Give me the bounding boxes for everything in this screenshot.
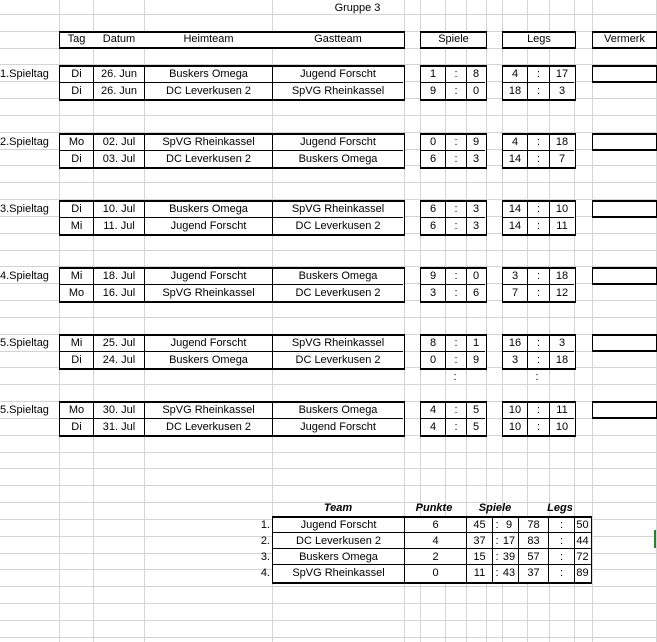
standings-legs-against[interactable]: 72 [576, 551, 589, 563]
match-home-team[interactable]: Jugend Forscht [170, 220, 247, 232]
spiele-home[interactable]: 9 [429, 270, 437, 282]
spiele-away[interactable]: 9 [472, 136, 480, 148]
standings-rank: 3. [260, 551, 270, 563]
legs-separator: : [536, 203, 541, 215]
standings-header-legs[interactable]: Legs [547, 502, 573, 514]
match-tag[interactable]: Mi [70, 220, 83, 232]
standings-punkte[interactable]: 2 [432, 551, 439, 563]
standings-legs-for[interactable]: 37 [527, 567, 540, 579]
legs-separator: : [536, 404, 541, 416]
round-label: 1.Spieltag [0, 68, 49, 80]
header-heimteam[interactable]: Heimteam [183, 33, 234, 45]
legs-home[interactable]: 14 [508, 220, 522, 232]
header-vermerk[interactable]: Vermerk [604, 33, 645, 45]
spiele-separator: : [454, 136, 458, 148]
round-label: 5.Spieltag [0, 337, 49, 349]
standings-spiele-for[interactable]: 11 [473, 567, 486, 579]
spiele-separator: : [454, 287, 458, 299]
standings-team[interactable]: SpVG Rheinkassel [292, 567, 385, 579]
match-away-team[interactable]: SpVG Rheinkassel [291, 337, 385, 349]
standings-separator: : [559, 535, 564, 547]
match-away-team[interactable]: Jugend Forscht [300, 421, 376, 433]
vermerk-cell[interactable] [592, 65, 657, 83]
legs-separator: : [536, 337, 541, 349]
legs-separator: : [536, 354, 541, 366]
match-datum[interactable]: 24. Jul [102, 354, 136, 366]
legs-away[interactable]: 3 [558, 337, 566, 349]
spiele-separator: : [454, 337, 458, 349]
match-away-team[interactable]: Buskers Omega [298, 404, 378, 416]
spiele-home[interactable]: 6 [429, 203, 437, 215]
match-home-team[interactable]: DC Leverkusen 2 [166, 85, 251, 97]
legs-home[interactable]: 4 [511, 136, 519, 148]
legs-home[interactable]: 4 [511, 68, 519, 80]
standings-separator: : [559, 551, 564, 563]
standings-spiele-against[interactable]: 17 [502, 535, 516, 547]
grid-row-line [0, 182, 657, 183]
spiele-separator: : [454, 68, 458, 80]
spiele-home[interactable]: 8 [429, 337, 437, 349]
match-away-team[interactable]: Buskers Omega [298, 270, 378, 282]
spiele-separator: : [454, 421, 458, 433]
match-tag[interactable]: Mo [68, 287, 85, 299]
standings-separator: : [495, 567, 499, 579]
legs-separator: : [536, 68, 541, 80]
match-home-team[interactable]: Buskers Omega [169, 203, 248, 215]
match-away-team[interactable]: DC Leverkusen 2 [295, 287, 381, 299]
standings-separator: : [495, 519, 499, 531]
spiele-home[interactable]: 0 [429, 354, 437, 366]
match-tag[interactable]: Mo [68, 136, 85, 148]
vermerk-cell[interactable] [592, 133, 657, 151]
match-home-team[interactable]: Jugend Forscht [170, 337, 247, 349]
round-label: 3.Spieltag [0, 203, 49, 215]
standings-spiele-for[interactable]: 37 [473, 535, 486, 547]
match-home-team[interactable]: SpVG Rheinkassel [162, 404, 255, 416]
legs-home[interactable]: 14 [508, 153, 522, 165]
spiele-separator: : [454, 85, 458, 97]
extra-separator: : [535, 371, 539, 383]
legs-home[interactable]: 10 [508, 421, 522, 433]
grid-row-line [0, 115, 657, 116]
vermerk-cell[interactable] [592, 334, 657, 352]
spiele-away[interactable]: 0 [472, 85, 480, 97]
spiele-home[interactable]: 3 [429, 287, 437, 299]
header-tag[interactable]: Tag [67, 33, 86, 45]
spiele-separator: : [454, 153, 458, 165]
match-home-team[interactable]: Jugend Forscht [170, 270, 247, 282]
spiele-away[interactable]: 3 [472, 203, 480, 215]
standings-separator: : [559, 519, 564, 531]
match-datum[interactable]: 11. Jul [103, 220, 135, 232]
legs-home[interactable]: 16 [508, 337, 522, 349]
match-tag[interactable]: Mo [68, 404, 85, 416]
match-away-team[interactable]: DC Leverkusen 2 [295, 354, 381, 366]
round-label: 4.Spieltag [0, 270, 49, 282]
standings-header-spiele[interactable]: Spiele [478, 502, 512, 514]
match-datum[interactable]: 31. Jul [102, 421, 136, 433]
legs-away[interactable]: 18 [555, 136, 569, 148]
match-datum[interactable]: 16. Jul [102, 287, 136, 299]
legs-separator: : [536, 287, 541, 299]
standings-legs-for[interactable]: 83 [527, 535, 540, 547]
match-tag[interactable]: Di [71, 85, 82, 97]
legs-home[interactable]: 14 [508, 203, 522, 215]
legs-away[interactable]: 12 [555, 287, 569, 299]
legs-away[interactable]: 7 [558, 153, 566, 165]
header-legs[interactable]: Legs [527, 33, 551, 45]
match-home-team[interactable]: DC Leverkusen 2 [166, 421, 251, 433]
spiele-home[interactable]: 6 [429, 220, 437, 232]
spiele-separator: : [454, 354, 458, 366]
selection-marker [654, 530, 656, 548]
spiele-away[interactable]: 3 [472, 220, 480, 232]
standings-punkte[interactable]: 6 [432, 519, 439, 531]
standings-team[interactable]: Buskers Omega [299, 551, 378, 563]
standings-legs-for[interactable]: 57 [527, 551, 540, 563]
match-tag[interactable]: Mi [70, 337, 83, 349]
match-away-team[interactable]: SpVG Rheinkassel [291, 203, 385, 215]
spiele-away[interactable]: 3 [472, 153, 480, 165]
match-tag[interactable]: Di [71, 354, 82, 366]
standings-legs-against[interactable]: 44 [576, 535, 589, 547]
legs-away[interactable]: 18 [555, 354, 569, 366]
match-tag[interactable]: Mi [70, 270, 83, 282]
spiele-separator: : [454, 404, 458, 416]
header-spiele[interactable]: Spiele [438, 33, 469, 45]
standings-separator: : [495, 535, 499, 547]
grid-row-line [0, 485, 657, 486]
spiele-away[interactable]: 6 [472, 287, 480, 299]
match-datum[interactable]: 26. Jun [100, 68, 138, 80]
spiele-home[interactable]: 6 [429, 153, 437, 165]
spiele-home[interactable]: 9 [429, 85, 437, 97]
legs-away[interactable]: 11 [556, 404, 568, 416]
spiele-home[interactable]: 4 [429, 404, 437, 416]
match-home-team[interactable]: Buskers Omega [169, 354, 248, 366]
standings-rank: 1. [260, 519, 270, 531]
legs-away[interactable]: 3 [558, 85, 566, 97]
grid-row-line [0, 637, 657, 638]
vermerk-cell[interactable] [592, 200, 657, 218]
standings-header-team[interactable]: Team [323, 502, 353, 514]
match-home-team[interactable]: SpVG Rheinkassel [162, 287, 255, 299]
match-tag[interactable]: Di [71, 153, 82, 165]
grid-column-line [592, 0, 593, 642]
standings-legs-for[interactable]: 78 [527, 519, 540, 531]
spiele-home[interactable]: 1 [429, 68, 437, 80]
legs-home[interactable]: 7 [511, 287, 519, 299]
grid-row-line [0, 468, 657, 469]
legs-away[interactable]: 17 [555, 68, 569, 80]
legs-home[interactable]: 10 [508, 404, 522, 416]
match-tag[interactable]: Di [71, 68, 82, 80]
legs-home[interactable]: 18 [508, 85, 522, 97]
legs-home[interactable]: 3 [511, 354, 519, 366]
grid-row-line [0, 384, 657, 385]
match-home-team[interactable]: SpVG Rheinkassel [162, 136, 255, 148]
grid-row-line [0, 452, 657, 453]
match-away-team[interactable]: Jugend Forscht [300, 136, 376, 148]
vermerk-cell[interactable] [592, 401, 657, 419]
grid-row-line [0, 620, 657, 621]
spiele-separator: : [454, 270, 458, 282]
spiele-home[interactable]: 0 [429, 136, 437, 148]
standings-spiele-against[interactable]: 39 [502, 551, 516, 563]
standings-separator: : [559, 567, 564, 579]
match-away-team[interactable]: Buskers Omega [298, 153, 378, 165]
match-tag[interactable]: Di [71, 421, 82, 433]
match-datum[interactable]: 30. Jul [102, 404, 136, 416]
vermerk-cell[interactable] [592, 267, 657, 285]
legs-away[interactable]: 10 [555, 421, 569, 433]
standings-legs-against[interactable]: 89 [576, 567, 589, 579]
legs-separator: : [536, 220, 541, 232]
standings-punkte[interactable]: 4 [432, 535, 439, 547]
match-datum[interactable]: 10. Jul [102, 203, 136, 215]
round-label: 2.Spieltag [0, 136, 49, 148]
standings-team[interactable]: DC Leverkusen 2 [296, 535, 381, 547]
legs-separator: : [536, 270, 541, 282]
legs-separator: : [536, 85, 541, 97]
legs-separator: : [536, 421, 541, 433]
standings-legs-against[interactable]: 50 [576, 519, 589, 531]
spiele-away[interactable]: 9 [472, 354, 480, 366]
legs-away[interactable]: 18 [555, 270, 569, 282]
standings-rank: 4. [260, 567, 270, 579]
match-home-team[interactable]: DC Leverkusen 2 [166, 153, 251, 165]
match-datum[interactable]: 03. Jul [102, 153, 136, 165]
spiele-away[interactable]: 0 [472, 270, 480, 282]
match-away-team[interactable]: SpVG Rheinkassel [291, 85, 385, 97]
legs-separator: : [536, 136, 541, 148]
grid-row-line [0, 586, 657, 587]
spiele-home[interactable]: 4 [429, 421, 437, 433]
standings-spiele-against[interactable]: 43 [502, 567, 516, 579]
standings-header-punkte[interactable]: Punkte [415, 502, 453, 514]
spiele-away[interactable]: 1 [472, 337, 480, 349]
standings-spiele-for[interactable]: 45 [473, 519, 486, 531]
spiele-away[interactable]: 5 [472, 404, 480, 416]
round-label: 5.Spieltag [0, 404, 49, 416]
match-away-team[interactable]: DC Leverkusen 2 [295, 220, 381, 232]
standings-spiele-against[interactable]: 9 [505, 519, 513, 531]
standings-spiele-for[interactable]: 15 [473, 551, 486, 563]
grid-row-line [0, 250, 657, 251]
standings-rank: 2. [260, 535, 270, 547]
legs-away[interactable]: 11 [556, 220, 568, 232]
spiele-separator: : [454, 220, 458, 232]
match-tag[interactable]: Di [71, 203, 82, 215]
match-datum[interactable]: 18. Jul [102, 270, 136, 282]
match-away-team[interactable]: Jugend Forscht [300, 68, 376, 80]
standings-separator: : [495, 551, 499, 563]
spiele-separator: : [454, 203, 458, 215]
grid-row-line [0, 317, 657, 318]
match-datum[interactable]: 02. Jul [102, 136, 136, 148]
header-datum[interactable]: Datum [102, 33, 136, 45]
standings-punkte[interactable]: 0 [432, 567, 439, 579]
header-gastteam[interactable]: Gastteam [314, 33, 362, 45]
match-home-team[interactable]: Buskers Omega [169, 68, 248, 80]
match-datum[interactable]: 25. Jul [102, 337, 136, 349]
spiele-away[interactable]: 5 [472, 421, 480, 433]
standings-team[interactable]: Jugend Forscht [300, 519, 377, 531]
legs-away[interactable]: 10 [555, 203, 569, 215]
grid-row-line [0, 603, 657, 604]
sheet-title: Gruppe 3 [334, 2, 381, 14]
legs-separator: : [536, 153, 541, 165]
match-datum[interactable]: 26. Jun [100, 85, 138, 97]
legs-home[interactable]: 3 [511, 270, 519, 282]
spiele-away[interactable]: 8 [472, 68, 480, 80]
extra-separator: : [453, 371, 457, 383]
